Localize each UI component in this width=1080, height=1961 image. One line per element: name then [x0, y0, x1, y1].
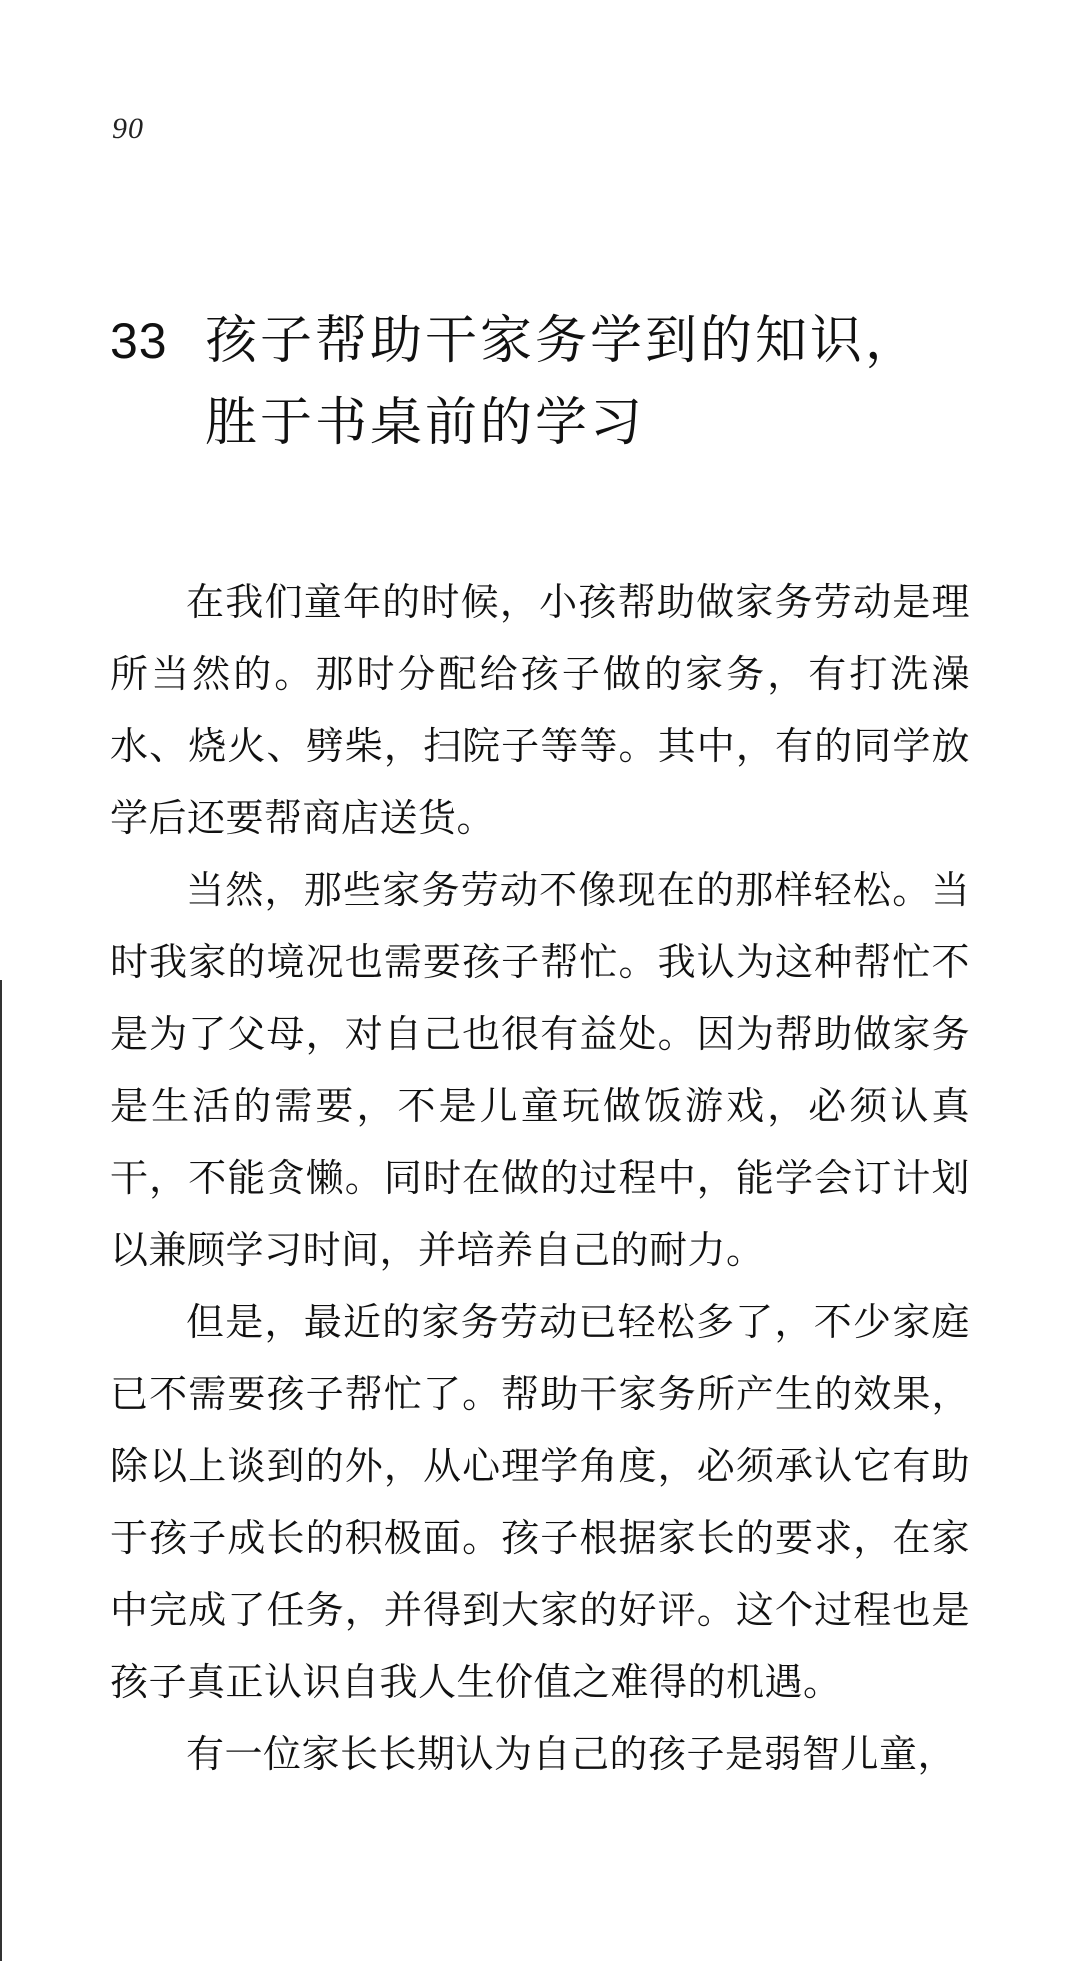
page-number: 90 — [112, 112, 144, 145]
paragraph: 有一位家长长期认为自己的孩子是弱智儿童， — [186, 1732, 957, 1776]
chapter-title: 孩子帮助干家务学到的知识，胜于书桌前的学习 — [205, 311, 921, 453]
body-text — [110, 566, 970, 1790]
paragraph: 当然，那些家务劳动不像现在的那样轻松。当时我家的境况也需要孩子帮忙。我认为这种帮忙不是为了父母，对自己也很有益处。因为帮助做家务是生活的需要，不是儿童玩做饭游戏，必须认真干，不能贪懒。同时在做的过程中，能学会订计划以兼顾学习时间，并培养自己的耐力。 — [110, 868, 970, 1272]
paragraph: 在我们童年的时候，小孩帮助做家务劳动是理所当然的。那时分配给孩子做的家务，有打洗澡水、烧火、劈柴，扫院子等等。其中，有的同学放学后还要帮商店送货。 — [110, 580, 970, 840]
chapter-number: 33 — [110, 313, 168, 369]
page-edge-rule — [0, 980, 2, 1961]
paragraph: 但是，最近的家务劳动已轻松多了，不少家庭已不需要孩子帮忙了。帮助干家务所产生的效果，除以上谈到的外，从心理学角度，必须承认它有助于孩子成长的积极面。孩子根据家长的要求，在家中完成了任务，并得到大家的好评。这个过程也是孩子真正认识自我人生价值之难得的机遇。 — [110, 1300, 970, 1704]
chapter-heading — [110, 300, 970, 464]
